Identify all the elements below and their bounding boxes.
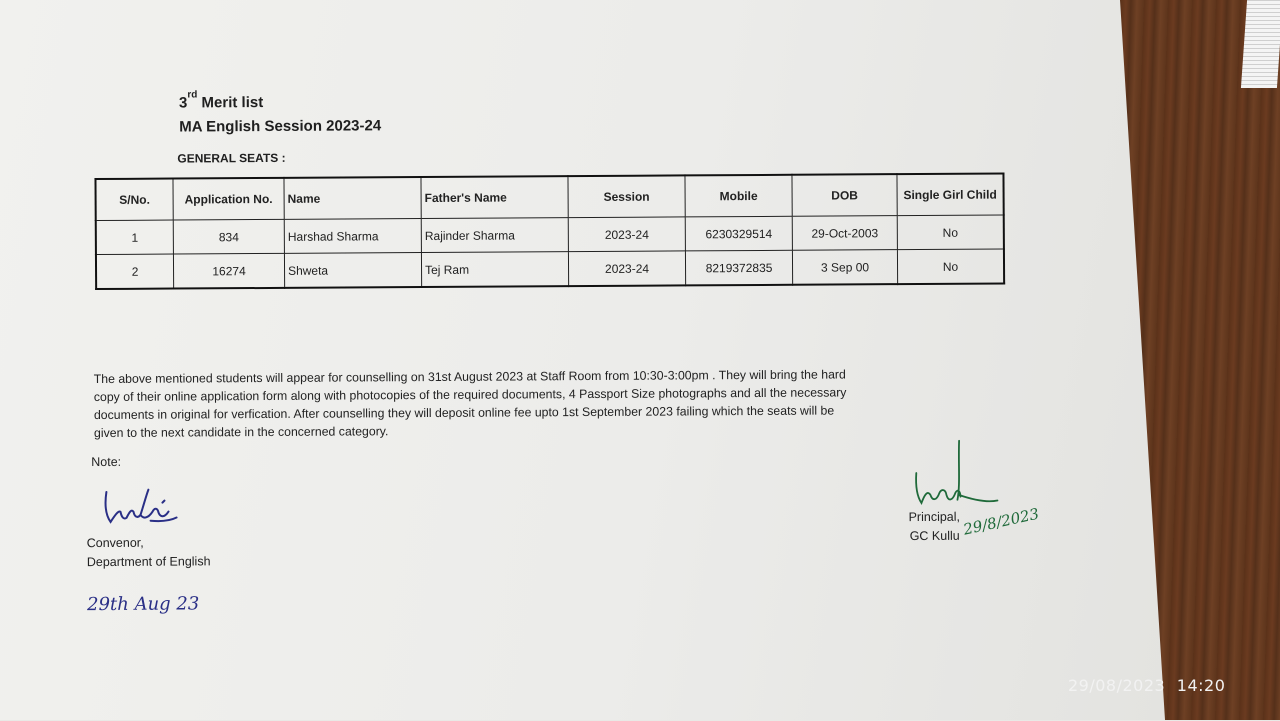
header-session: Session	[568, 175, 685, 217]
header-sno: S/No.	[95, 179, 173, 221]
principal-title: Principal,	[908, 509, 961, 525]
cell-dob: 29-Oct-2003	[792, 216, 897, 251]
convenor-title: Convenor,	[86, 535, 144, 551]
cell-sno: 2	[96, 254, 174, 289]
photo-timestamp: 29/08/2023 14:20	[1068, 676, 1226, 695]
principal-college: GC Kullu	[909, 528, 960, 544]
header-fathers-name: Father's Name	[421, 176, 568, 218]
convenor-signature	[105, 490, 176, 522]
notice-line: documents in original for verfication. After counselling they will deposit online fee upto 1st September 2023 failing which the seats will be	[93, 403, 835, 423]
cell-application-no: 16274	[173, 253, 284, 288]
principal-date	[961, 505, 1041, 539]
cell-mobile: 6230329514	[685, 216, 792, 251]
seats-label: GENERAL SEATS :	[177, 150, 286, 166]
cell-single-girl-child: No	[897, 249, 1004, 284]
cell-dob: 3 Sep 00	[792, 250, 897, 285]
header-single-girl-child: Single Girl Child	[897, 173, 1004, 215]
header-application-no: Application No.	[173, 178, 284, 220]
header-mobile: Mobile	[685, 175, 792, 217]
notice-line: given to the next candidate in the concerned category.	[93, 424, 389, 441]
cell-name: Shweta	[284, 253, 421, 288]
cell-fathers-name: Tej Ram	[421, 252, 568, 287]
notice-line: The above mentioned students will appear for counselling on 31st August 2023 at Staff Room from 10:30-3:00pm . They will bring the hard	[93, 367, 846, 387]
cell-application-no: 834	[173, 219, 284, 254]
note-label: Note:	[91, 454, 122, 470]
cell-session: 2023-24	[568, 251, 685, 286]
cell-name: Harshad Sharma	[284, 219, 421, 254]
principal-signature	[916, 441, 998, 503]
cell-single-girl-child: No	[897, 215, 1004, 250]
header-dob: DOB	[792, 174, 897, 216]
notice-line: copy of their online application form along with photocopies of the required documents, 4 Passport Size photographs and all the necessary	[93, 385, 847, 405]
convenor-date	[86, 593, 199, 615]
cell-session: 2023-24	[568, 217, 685, 252]
page-title: 3rd Merit list	[178, 89, 264, 112]
cell-sno: 1	[96, 220, 174, 254]
principal-date-text: 29/8/2023	[961, 504, 1041, 539]
cell-fathers-name: Rajinder Sharma	[421, 218, 568, 253]
page-subtitle: MA English Session 2023-24	[179, 117, 382, 136]
convenor-department: Department of English	[86, 554, 211, 570]
header-name: Name	[284, 177, 421, 219]
convenor-date-text: 29th Aug 23	[87, 593, 200, 616]
cell-mobile: 8219372835	[685, 250, 792, 285]
